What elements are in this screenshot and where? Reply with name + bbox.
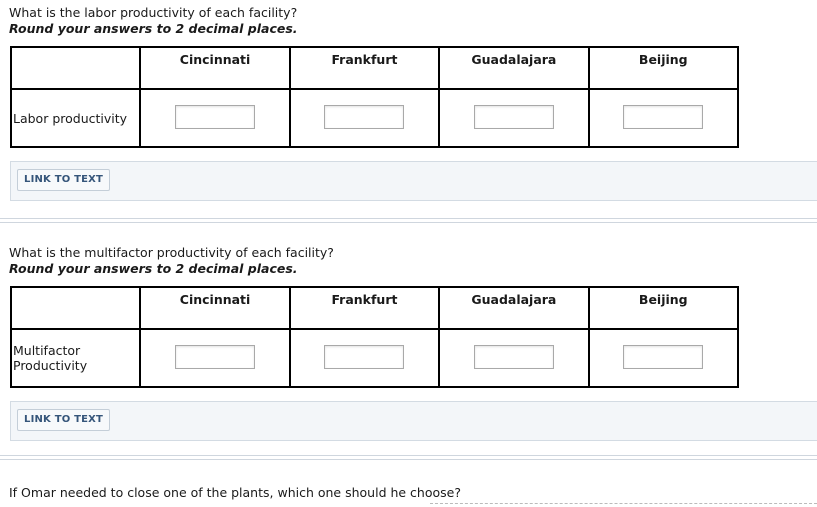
- multifactor-input-cincinnati[interactable]: [175, 345, 255, 369]
- multifactor-input-frankfurt[interactable]: [324, 345, 404, 369]
- cell-beijing: [589, 89, 738, 147]
- question-1-text: What is the labor productivity of each facility?: [9, 5, 298, 20]
- question-2: [9, 245, 334, 277]
- labor-input-beijing[interactable]: [623, 105, 703, 129]
- cell-frankfurt: [290, 329, 439, 387]
- column-header-frankfurt: Frankfurt: [290, 287, 439, 329]
- link-to-text-button-2[interactable]: LINK TO TEXT: [17, 409, 110, 431]
- question-1-instruction: Round your answers to 2 decimal places.: [9, 21, 298, 36]
- column-header-guadalajara: Guadalajara: [439, 287, 588, 329]
- link-bar-2: [10, 401, 817, 441]
- multifactor-input-beijing[interactable]: [623, 345, 703, 369]
- column-header-beijing: Beijing: [589, 287, 738, 329]
- header-empty: [11, 47, 140, 89]
- column-header-frankfurt: Frankfurt: [290, 47, 439, 89]
- link-to-text-button-1[interactable]: LINK TO TEXT: [17, 169, 110, 191]
- answer-dropdown-edge: [430, 503, 817, 507]
- header-empty: [11, 287, 140, 329]
- labor-input-frankfurt[interactable]: [324, 105, 404, 129]
- cell-beijing: [589, 329, 738, 387]
- labor-input-cincinnati[interactable]: [175, 105, 255, 129]
- question-2-text: What is the multifactor productivity of each facility?: [9, 245, 334, 260]
- column-header-cincinnati: Cincinnati: [140, 47, 289, 89]
- multifactor-productivity-table: [10, 286, 739, 388]
- link-bar-1: [10, 161, 817, 201]
- column-header-beijing: Beijing: [589, 47, 738, 89]
- labor-productivity-table: [10, 46, 739, 148]
- cell-cincinnati: [140, 89, 289, 147]
- cell-guadalajara: [439, 329, 588, 387]
- question-1: [9, 5, 298, 37]
- multifactor-input-guadalajara[interactable]: [474, 345, 554, 369]
- labor-input-guadalajara[interactable]: [474, 105, 554, 129]
- column-header-cincinnati: Cincinnati: [140, 287, 289, 329]
- section-divider-2: [0, 455, 817, 460]
- row-label-multifactor-productivity: Multifactor Productivity: [11, 329, 140, 387]
- question-3-text: If Omar needed to close one of the plants, which one should he choose?: [9, 485, 461, 500]
- column-header-guadalajara: Guadalajara: [439, 47, 588, 89]
- row-label-labor-productivity: Labor productivity: [11, 89, 140, 147]
- cell-guadalajara: [439, 89, 588, 147]
- cell-frankfurt: [290, 89, 439, 147]
- question-2-instruction: Round your answers to 2 decimal places.: [9, 261, 298, 276]
- section-divider-1: [0, 218, 817, 223]
- cell-cincinnati: [140, 329, 289, 387]
